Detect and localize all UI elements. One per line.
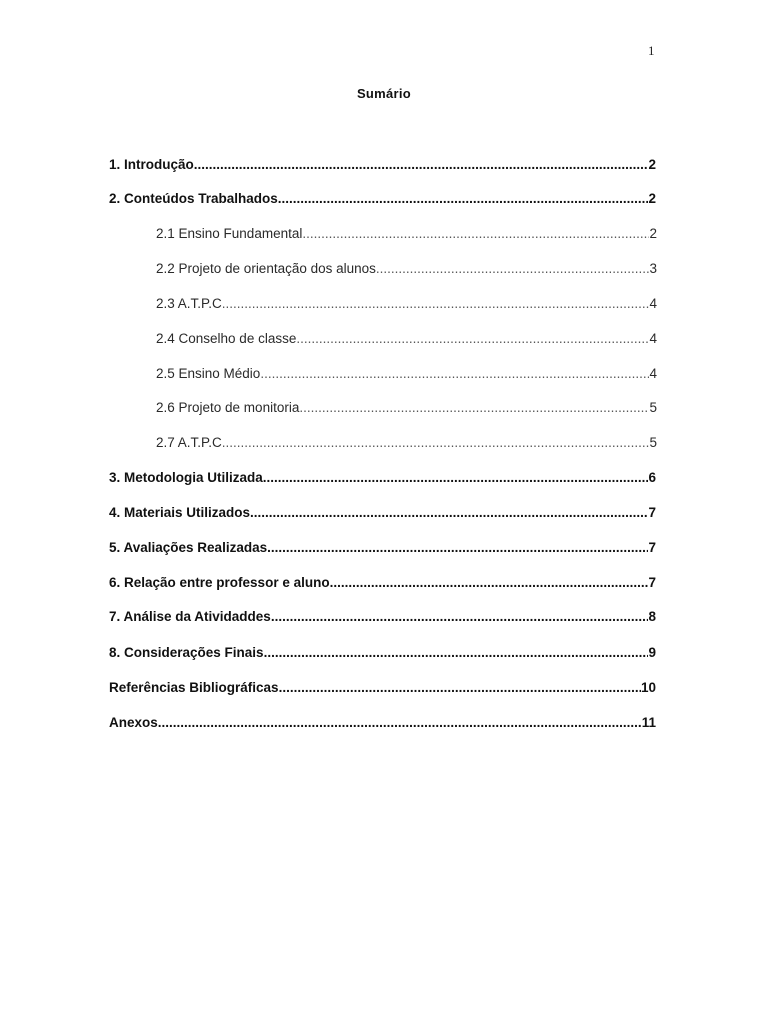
toc-dot-leader	[279, 678, 641, 698]
toc-entry-label: 3. Metodologia Utilizada	[109, 470, 263, 485]
toc-entry-label: 2.2 Projeto de orientação dos alunos	[156, 261, 376, 276]
toc-entry-page: 11	[641, 715, 656, 730]
toc-entry-label: 2.7 A.T.P.C	[156, 435, 222, 450]
toc-entry-consideracoes[interactable]	[109, 643, 656, 663]
toc-entry-conteudos-trabalhados[interactable]	[109, 189, 656, 209]
toc-dot-leader	[260, 364, 649, 384]
toc-entry-label: 2.1 Ensino Fundamental	[156, 226, 303, 241]
toc-entry-materiais[interactable]	[109, 503, 656, 523]
toc-entry-label: 2.3 A.T.P.C	[156, 296, 222, 311]
toc-entry-page: 4	[649, 366, 657, 381]
toc-dot-leader	[194, 155, 649, 175]
toc-entry-label: 1. Introdução	[109, 157, 194, 172]
toc-entry-label: 2.5 Ensino Médio	[156, 366, 261, 381]
toc-entry-introducao[interactable]	[109, 155, 656, 175]
toc-entry-page: 8	[648, 609, 656, 624]
toc-dot-leader	[250, 503, 648, 523]
toc-entry-page: 7	[648, 505, 656, 520]
toc-dot-leader	[222, 433, 650, 453]
toc-entry-avaliacoes[interactable]	[109, 538, 656, 558]
toc-entry-atpc-1[interactable]	[156, 294, 657, 314]
toc-entry-page: 9	[648, 645, 656, 660]
toc-entry-label: 2.4 Conselho de classe	[156, 331, 297, 346]
toc-entry-page: 7	[648, 540, 656, 555]
page-title: Sumário	[356, 86, 412, 101]
toc-dot-leader	[267, 538, 648, 558]
toc-entry-ensino-medio[interactable]	[156, 364, 657, 384]
toc-entry-page: 3	[649, 261, 657, 276]
toc-entry-atpc-2[interactable]	[156, 433, 657, 453]
toc-dot-leader	[263, 468, 649, 488]
toc-entry-page: 7	[648, 575, 656, 590]
toc-dot-leader	[296, 329, 649, 349]
toc-entry-page: 10	[640, 680, 656, 695]
toc-entry-page: 5	[649, 400, 657, 415]
toc-entry-page: 2	[649, 226, 657, 241]
toc-dot-leader	[158, 713, 642, 733]
toc-entry-page: 6	[648, 470, 656, 485]
toc-entry-label: 2.6 Projeto de monitoria	[156, 400, 300, 415]
page-number: 1	[648, 43, 655, 58]
toc-entry-analise[interactable]	[109, 607, 656, 627]
toc-entry-relacao[interactable]	[109, 573, 656, 593]
toc-entry-label: Anexos	[109, 715, 158, 730]
toc-entry-page: 2	[648, 157, 656, 172]
toc-entry-page: 4	[649, 331, 657, 346]
toc-entry-metodologia[interactable]	[109, 468, 656, 488]
toc-entry-projeto-monitoria[interactable]	[156, 398, 657, 418]
toc-dot-leader	[278, 189, 649, 209]
toc-entry-label: 2. Conteúdos Trabalhados	[109, 191, 278, 206]
toc-entry-page: 2	[648, 191, 656, 206]
toc-dot-leader	[222, 294, 650, 314]
toc-entry-label: 6. Relação entre professor e aluno	[109, 575, 330, 590]
toc-entry-ensino-fundamental[interactable]	[156, 224, 657, 244]
toc-entry-label: 7. Análise da Atividaddes	[109, 609, 271, 624]
toc-dot-leader	[271, 607, 649, 627]
toc-entry-label: Referências Bibliográficas	[109, 680, 279, 695]
toc-entry-page: 4	[649, 296, 657, 311]
toc-entry-page: 5	[649, 435, 657, 450]
toc-dot-leader	[302, 224, 649, 244]
toc-entry-referencias[interactable]	[109, 678, 656, 698]
toc-entry-label: 5. Avaliações Realizadas	[109, 540, 268, 555]
toc-dot-leader	[330, 573, 649, 593]
toc-dot-leader	[264, 643, 649, 663]
toc-dot-leader	[376, 259, 650, 279]
toc-dot-leader	[299, 398, 649, 418]
toc-entry-projeto-orientacao[interactable]	[156, 259, 657, 279]
toc-entry-anexos[interactable]	[109, 713, 656, 733]
toc-entry-label: 4. Materiais Utilizados	[109, 505, 251, 520]
toc-entry-label: 8. Considerações Finais	[109, 645, 264, 660]
toc-entry-conselho-classe[interactable]	[156, 329, 657, 349]
